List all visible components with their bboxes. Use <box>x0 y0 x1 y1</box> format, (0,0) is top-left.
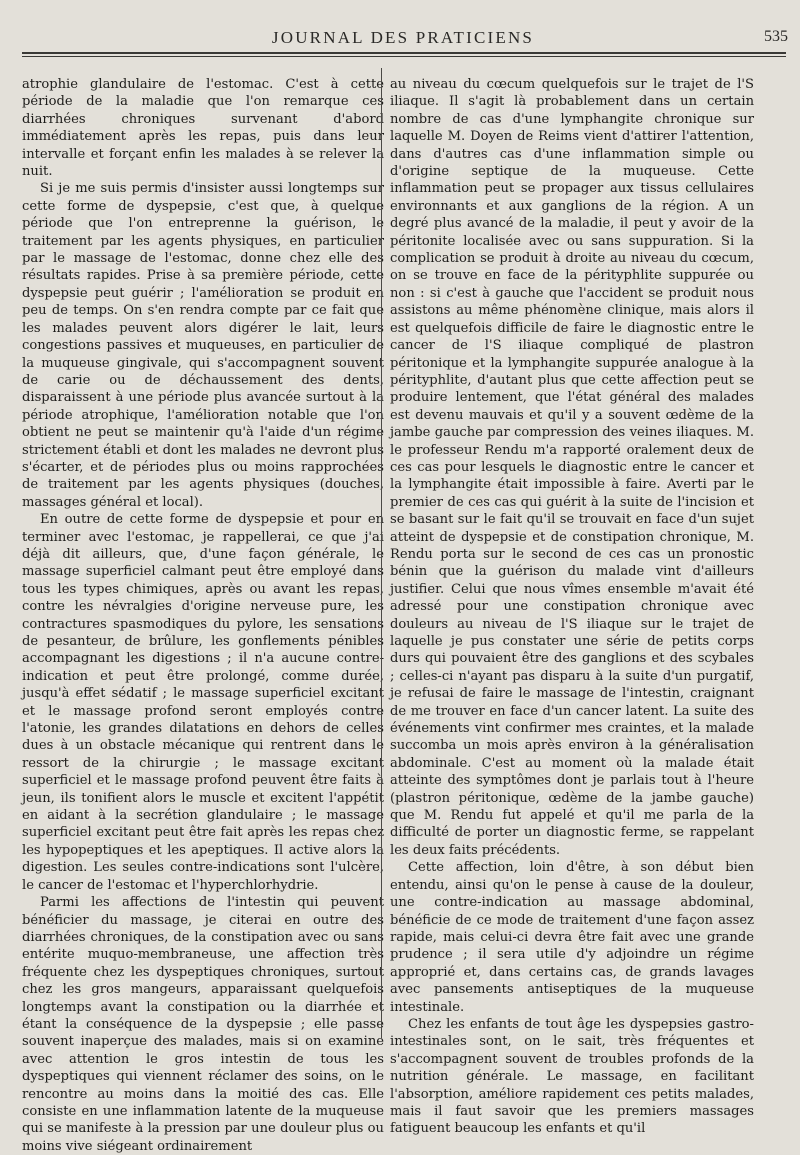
paragraph: atrophie glandulaire de l'estomac. C'est à cette période de la maladie que l'on remarque ces diarrhées chroniques survenant d'abord immédiatement après les repas, puis dans leur intervalle et forçant enfin les malades à se relever la nuit. <box>22 77 384 180</box>
paragraph: Chez les enfants de tout âge les dyspepsies gastro-intestinales sont, on le sait, très fréquentes et s'accompagnent souvent de troubles profonds de la nutrition générale. Le massage, en facilitant l'absorption, améliore rapidement ces petits malades, mais il faut savoir que les premiers massages fatiguent beaucoup les enfants et qu'il <box>390 1016 754 1137</box>
paragraph: Si je me suis permis d'insister aussi longtemps sur cette forme de dyspepsie, c'est que, à quelque période que l'on entreprenne la guérison, le traitement par les agents physiques, en particulier par le massage de l'estomac, donne chez elle des résultats rapides. Prise à sa première période, cette dyspepsie peut guérir ; l'amélioration se produit en peu de temps. On s'en rendra compte par ce fait que les malades peuvent alors digérer le lait, leurs congestions passives et muqueuses, en particulier de la muqueuse gingivale, qui s'accompagnent souvent de carie ou de déchaussement des dents, disparaissent à une période plus avancée surtout à la période atrophique, l'amélioration notable que l'on obtient ne peut se maintenir qu'à l'aide d'un régime strictement établi et dont les malades ne devront plus s'écarter, et de périodes plus ou moins rapprochées de traitement par les agents physiques (douches, massages général et local). <box>22 181 384 510</box>
journal-title: JOURNAL DES PRATICIENS <box>271 28 535 47</box>
paragraph: En outre de cette forme de dyspepsie et pour en terminer avec l'estomac, je rappellerai, ce que j'ai déjà dit ailleurs, que, d'une façon générale, le massage superficiel calmant peut être employé dans tous les types chimiques, après ou avant les repas, contre les névralgies d'origine nerveuse pure, les contractures spasmodiques du pylore, les sensations de pesanteur, de brûlure, les gonflements pénibles accompagnant les digestions ; il n'a aucune contre-indication et peut être prolongé, comme durée, jusqu'à effet sédatif ; le massage superficiel excitant et le massage profond seront employés contre l'atonie, les grandes dilatations en dehors de celles dues à un obstacle mécanique qui rentrent dans le ressort de la chirurgie ; le massage excitant superficiel et le massage profond peuvent être faits à jeun, ils tonifient alors le muscle et excitent l'appétit en aidant à la secrétion glandulaire ; le massage superficiel excitant peut être fait après les repas chez les hypopeptiques et les apeptiques. Il active alors la digestion. Les seules contre-indications sont l'ulcère, le cancer de l'estomac et l'hyperchlorhydrie. <box>22 512 384 893</box>
paragraph: au niveau du cœcum quelquefois sur le trajet de l'S iliaque. Il s'agit là probablement dans un certain nombre de cas d'une lymphangite chronique sur laquelle M. Doyen de Reims vient d'attirer l'attention, dans d'autres cas d'une inflammation simple ou d'origine septique de la muqueuse. Cette inflammation peut se propager aux tissus cellulaires environnants et aux ganglions de la région. A un degré plus avancé de la maladie, il peut y avoir de la péritonite localisée avec ou sans suppuration. Si la complication se produit à droite au niveau du cœcum, on se trouve en face de la pérityphlite suppurée ou non : si c'est à gauche que l'accident se produit nous assistons au même phénomène clinique, mais alors il est quelquefois difficile de faire le diagnostic entre le cancer de l'S iliaque compliqué de plastron péritonique et la lymphangite suppurée analogue à la pérityphlite, d'autant plus que cette affection peut se produire lentement, que l'état général des malades est devenu mauvais et qu'il y a souvent œdème de la jambe gauche par compression des veines iliaques. M. le professeur Rendu m'a rapporté oralement deux de ces cas pour lesquels le diagnostic entre le cancer et la lymphangite était impossible à faire. Averti par le premier de ces cas qui guérit à la suite de l'incision et se basant sur le fait qu'il se trouvait en face d'un sujet atteint de dyspepsie et de constipation chronique, M. Rendu porta sur le second de ces cas un pronostic bénin que la guérison du malade vint d'ailleurs justifier. Celui que nous vîmes ensemble m'avait été adressé pour une constipation chronique avec douleurs au niveau de l'S iliaque sur le trajet de laquelle je pus constater une série de petits corps durs qui pouvaient être des ganglions et des scybales ; celles-ci n'ayant pas disparu à la suite d'un purgatif, je refusai de faire le massage de l'intestin, craignant de me trouver en face d'un cancer latent. La suite des événements vint confirmer mes craintes, et la malade succomba un mois après environ à la généralisation abdominale. C'est au moment où la malade était atteinte des symptômes dont je parlais tout à l'heure (plastron péritonique, œdème de la jambe gauche) que M. Rendu fut appelé et qu'il me parla de la difficulté de porter un diagnostic ferme, se rappelant les deux faits précédents. <box>390 77 754 858</box>
left-column <box>22 76 384 1155</box>
column-divider <box>381 68 382 1038</box>
running-head <box>18 24 788 48</box>
paragraph: Cette affection, loin d'être, à son début bien entendu, ainsi qu'on le pense à cause de la douleur, une contre-indication au massage abdominal, bénéficie de ce mode de traitement d'une façon assez rapide, mais celui-ci devra être fait avec une grande prudence ; il sera utile d'y adjoindre un régime approprié et, dans certains cas, de grands lavages avec pansements antiseptiques de la muqueuse intestinale. <box>390 860 754 1015</box>
right-column <box>390 76 754 1138</box>
page-number: 535 <box>764 28 788 45</box>
paragraph: Parmi les affections de l'intestin qui peuvent bénéficier du massage, je citerai en outre des diarrhées chroniques, de la constipation avec ou sans entérite muquo-membraneuse, une affection très fréquente chez les dyspeptiques chroniques, surtout chez les gros mangeurs, apparaissant quelquefois longtemps avant la constipation ou la diarrhée et étant la conséquence de la dyspepsie ; elle passe souvent inaperçue des malades, mais si on examine avec attention le gros intestin de tous les dyspeptiques qui viennent réclamer des soins, on le rencontre au moins dans la moitié des cas. Elle consiste en une inflammation latente de la muqueuse qui se manifeste à la pression par une douleur plus ou moins vive siégeant ordinairement <box>22 895 384 1154</box>
header-rule <box>22 52 786 57</box>
